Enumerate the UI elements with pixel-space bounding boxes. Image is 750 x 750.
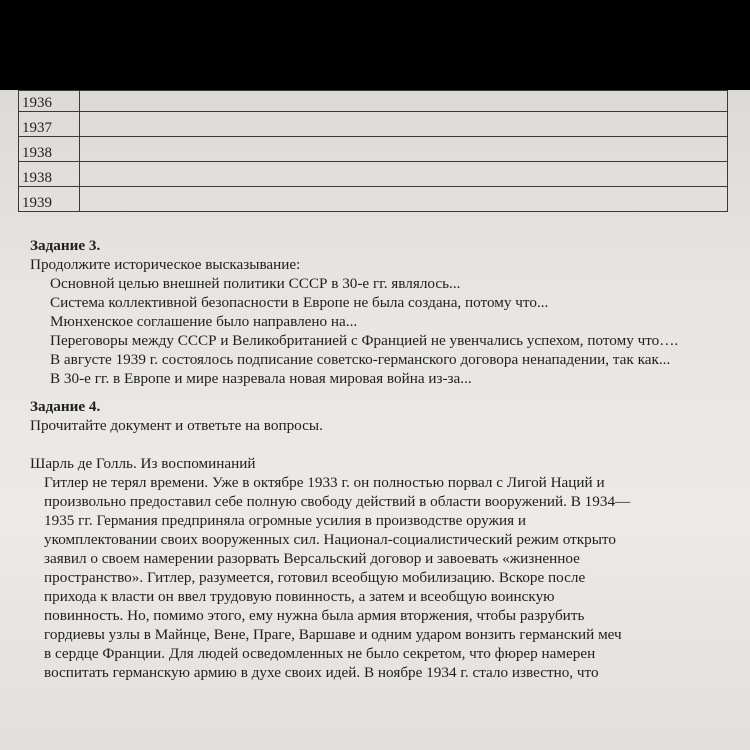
document-line: прихода к власти он ввел трудовую повинность, а затем и всеобщую воинскую [44, 588, 555, 605]
spacer [30, 388, 730, 397]
task3-title: Задание 3. [30, 237, 101, 254]
year-cell: 1936 [19, 91, 80, 112]
task3-item: Мюнхенское соглашение было направлено на... [50, 313, 358, 330]
task3-intro: Продолжите историческое высказывание: [30, 256, 301, 273]
task4-title: Задание 4. [30, 398, 101, 415]
table-row [19, 112, 728, 137]
table-row [19, 91, 728, 112]
task3-item: В 30-е гг. в Европе и мире назревала новая мировая война из-за... [50, 370, 472, 387]
year-cell: 1937 [19, 112, 80, 137]
task3-item: Переговоры между СССР и Великобританией с Францией не увенчались успехом, потому что…. [50, 332, 679, 349]
worksheet-page [0, 90, 750, 750]
table-row [19, 187, 728, 212]
document-line: пространство». Гитлер, разумеется, готовил всеобщую мобилизацию. Вскоре после [44, 569, 586, 586]
document-line: гордиевы узлы в Майнце, Вене, Праге, Варшаве и одним ударом вонзить германский меч [44, 626, 622, 643]
document-line: укомплектовании своих вооруженных сил. Национал-социалистический режим открыто [44, 531, 616, 548]
document-line: воспитать германскую армию в духе своих идей. В ноябре 1934 г. стало известно, что [44, 664, 599, 681]
table-row [19, 137, 728, 162]
task4-intro: Прочитайте документ и ответьте на вопросы. [30, 417, 323, 434]
year-cell: 1938 [19, 162, 80, 187]
answer-cell [80, 91, 728, 112]
years-table [18, 90, 728, 212]
document-line: в сердце Франции. Для людей осведомленных не было секретом, что фюрер намерен [44, 645, 596, 662]
table-row [19, 162, 728, 187]
year-cell: 1939 [19, 187, 80, 212]
task3-item: Основной целью внешней политики СССР в 30-е гг. являлось... [50, 275, 461, 292]
spacer [30, 435, 730, 454]
document-excerpt [30, 454, 730, 682]
answer-cell [80, 187, 728, 212]
task3-item: Система коллективной безопасности в Европе не была создана, потому что... [50, 294, 549, 311]
answer-cell [80, 162, 728, 187]
worksheet-text [30, 236, 730, 682]
document-line: заявил о своем намерении разорвать Версальский договор и завоевать «жизненное [44, 550, 580, 567]
year-cell: 1938 [19, 137, 80, 162]
document-line: 1935 гг. Германия предприняла огромные усилия в производстве оружия и [44, 512, 527, 529]
task3-item: В августе 1939 г. состоялось подписание советско-германского договора ненападении, так как... [50, 351, 671, 368]
document-line: повинность. Но, помимо этого, ему нужна была армия вторжения, чтобы разрубить [44, 607, 585, 624]
document-line: произвольно предоставил себе полную свободу действий в области вооружений. В 1934— [44, 493, 631, 510]
document-source: Шарль де Голль. Из воспоминаний [30, 455, 256, 472]
answer-cell [80, 137, 728, 162]
answer-cell [80, 112, 728, 137]
document-line: Гитлер не терял времени. Уже в октябре 1933 г. он полностью порвал с Лигой Наций и [44, 474, 605, 491]
